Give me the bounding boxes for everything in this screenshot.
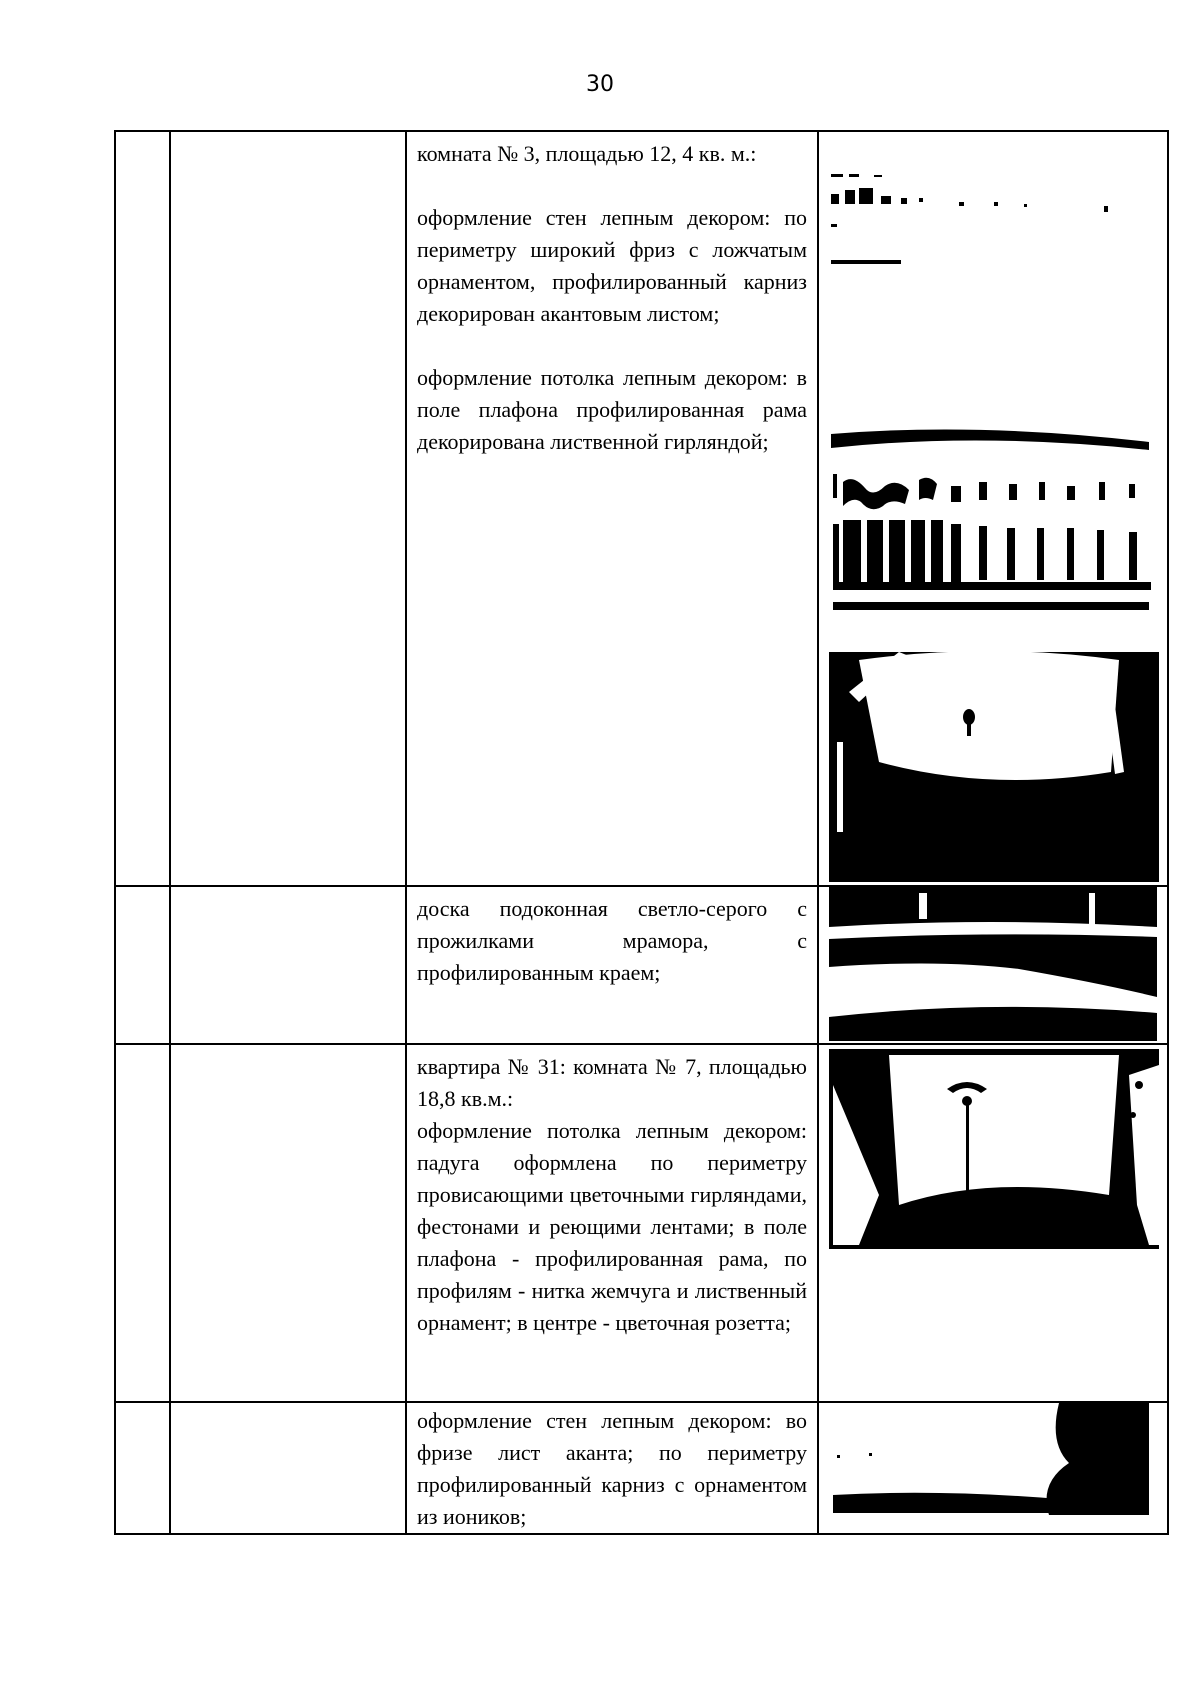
table-row bbox=[115, 1402, 1168, 1534]
photo-wall-frieze bbox=[819, 132, 1165, 883]
description-cell bbox=[406, 886, 818, 1044]
number-cell bbox=[115, 886, 170, 1044]
description-cell bbox=[406, 1402, 818, 1534]
photo-cell bbox=[818, 1402, 1168, 1534]
ceiling-decor-text: оформление потолка лепным декором: падуга оформлена по периметру провисающими цветочными гирляндами, фестонами и реющими лентами; в поле плафона - профилированная рама, по профилям - нитка жемчуга и лиственный орнамент; в центре - цветочная розетта; bbox=[417, 1118, 807, 1335]
number-cell bbox=[115, 131, 170, 886]
photo-cell bbox=[818, 1044, 1168, 1402]
object-cell bbox=[170, 886, 406, 1044]
number-cell bbox=[115, 1044, 170, 1402]
apartment-title: квартира № 31: комната № 7, площадью 18,8 кв.м.: bbox=[417, 1054, 807, 1111]
page-number: 30 bbox=[586, 72, 614, 97]
photo-windowsill bbox=[819, 887, 1165, 1041]
table-row bbox=[115, 131, 1168, 886]
wall-decor-text: оформление стен лепным декором: по периметру широкий фриз с ложчатым орнаментом, профилированный карниз декорирован акантовым листом; bbox=[417, 205, 807, 326]
room-title: комната № 3, площадью 12, 4 кв. м.: bbox=[417, 141, 757, 166]
number-cell bbox=[115, 1402, 170, 1534]
photo-cell bbox=[818, 886, 1168, 1044]
object-cell bbox=[170, 1402, 406, 1534]
table-row bbox=[115, 886, 1168, 1044]
photo-cell bbox=[818, 131, 1168, 886]
ceiling-decor-text: оформление потолка лепным декором: в поле плафона профилированная рама декорирована лиственной гирляндой; bbox=[417, 365, 807, 454]
photo-ceiling-rosette bbox=[819, 1045, 1165, 1255]
photo-wall-cornice bbox=[819, 1403, 1165, 1527]
table-row bbox=[115, 1044, 1168, 1402]
wall-decor-text: оформление стен лепным декором: во фризе лист аканта; по периметру профилированный карниз с орнаментом из иоников; bbox=[417, 1408, 807, 1529]
description-cell bbox=[406, 1044, 818, 1402]
object-cell bbox=[170, 1044, 406, 1402]
windowsill-text: доска подоконная светло-серого с прожилками мрамора, с профилированным краем; bbox=[417, 896, 807, 985]
description-cell bbox=[406, 131, 818, 886]
document-table bbox=[114, 130, 1169, 1535]
object-cell bbox=[170, 131, 406, 886]
